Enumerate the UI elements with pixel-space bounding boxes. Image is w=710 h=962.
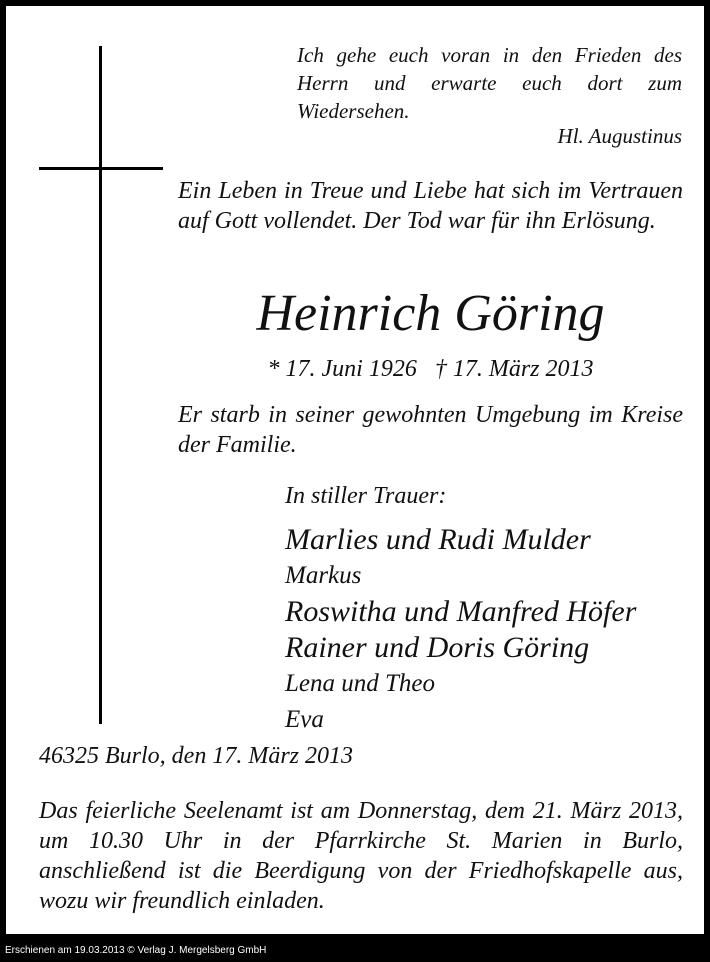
life-dates: * 17. Juni 1926 † 17. März 2013	[267, 356, 594, 382]
quote-author: Hl. Augustinus	[557, 124, 682, 148]
publication-note: Erschienen am 19.03.2013 © Verlag J. Mergelsberg GmbH	[5, 945, 267, 956]
place-date: 46325 Burlo, den 17. März 2013	[39, 743, 353, 769]
publication-footer	[0, 940, 710, 962]
bible-quote: Ich gehe euch voran in den Frieden des Herrn und erwarte euch dort zum Wiedersehen.	[297, 43, 682, 123]
service-announcement: Das feierliche Seelenamt ist am Donnerstag, dem 21. März 2013, um 10.30 Uhr in der Pfarrkirche St. Marien in Burlo, anschließend ist die Beerdigung von der Friedhofskapelle aus, wozu wir freundlich einladen.	[39, 798, 683, 914]
cross-bar	[39, 167, 163, 170]
mourner-entry: Lena und Theo	[285, 670, 435, 697]
cross-icon	[99, 46, 102, 724]
mourner-entry: Markus	[285, 562, 362, 589]
mourning-label: In stiller Trauer:	[285, 483, 447, 509]
mourners-list	[285, 522, 636, 738]
mourner-entry: Roswitha und Manfred Höfer	[285, 595, 637, 628]
death-note: Er starb in seiner gewohnten Umgebung im Kreise der Familie.	[178, 402, 683, 458]
intro-text: Ein Leben in Treue und Liebe hat sich im Vertrauen auf Gott vollendet. Der Tod war für ihn Erlösung.	[178, 178, 683, 234]
mourner-entry: Marlies und Rudi Mulder	[285, 523, 591, 556]
deceased-name: Heinrich Göring	[256, 285, 605, 342]
mourner-entry: Eva	[285, 706, 324, 733]
mourner-entry: Rainer und Doris Göring	[285, 631, 590, 664]
